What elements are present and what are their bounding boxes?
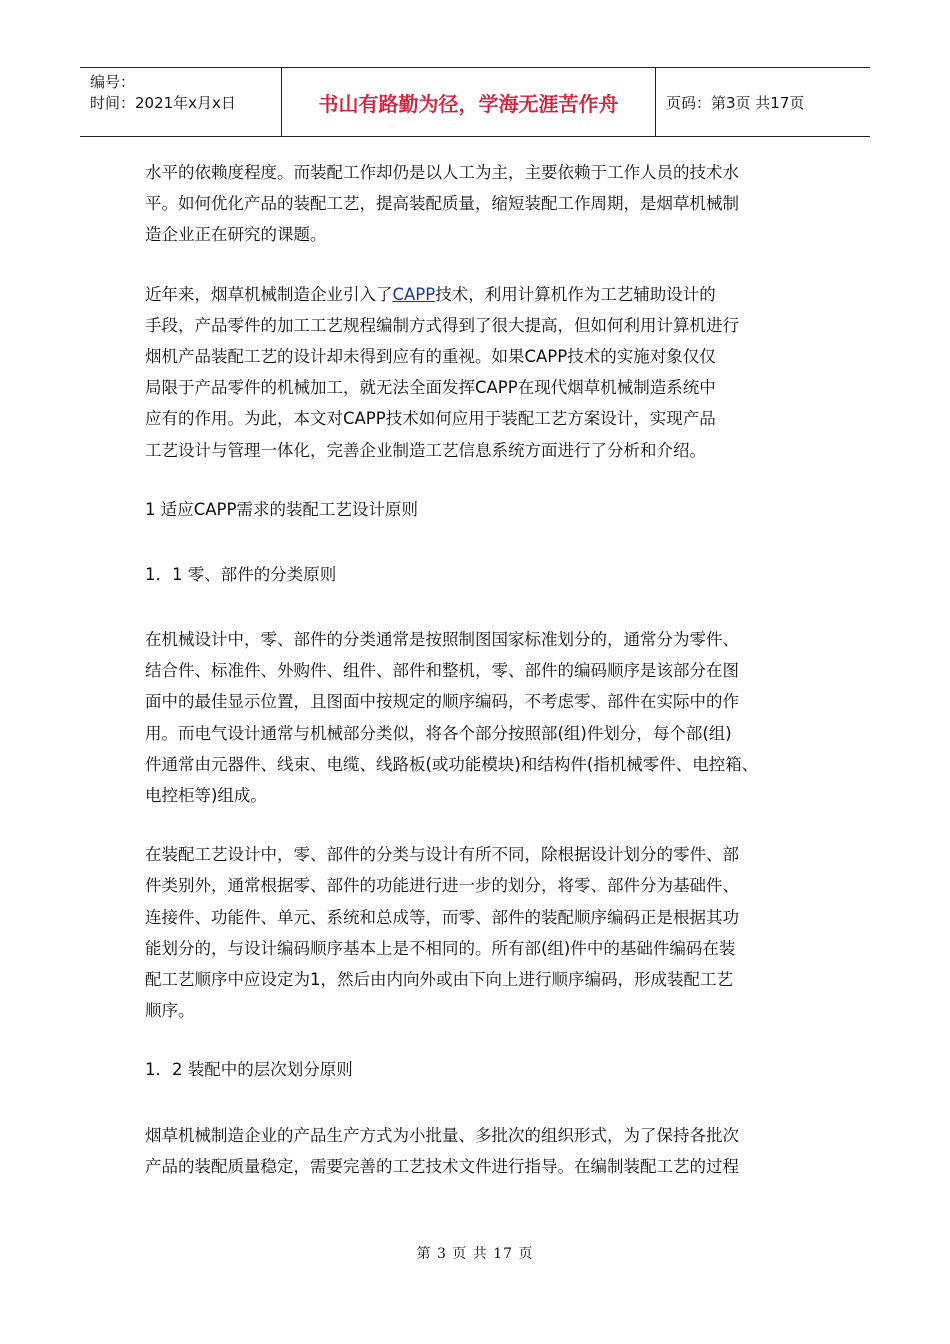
text-line: 结合件、标准件、外购件、组件、部件和整机，零、部件的编码顺序是该部分在图 xyxy=(145,661,739,681)
text-line: 面中的最佳显示位置，且图面中按规定的顺序编码，不考虑零、部件在实际中的作 xyxy=(145,692,739,712)
paragraph-5 xyxy=(145,1120,815,1182)
text-line: 在机械设计中，零、部件的分类通常是按照制图国家标准划分的，通常分为零件、 xyxy=(145,630,739,650)
text-line: 件通常由元器件、线束、电缆、线路板(或功能模块)和结构件(指机械零件、电控箱、 xyxy=(145,754,759,774)
paragraph-4 xyxy=(145,839,815,1026)
text-line: 造企业正在研究的课题。 xyxy=(145,225,327,245)
header-motto: 书山有路勤为径，学海无涯苦作舟 xyxy=(282,68,656,136)
paragraph-1 xyxy=(145,157,815,251)
text-line: 电控柜等)组成。 xyxy=(145,786,267,805)
capp-link[interactable]: CAPP xyxy=(392,284,436,304)
heading-text: 1．1 零、部件的分类原则 xyxy=(145,564,337,584)
text-line: 平。如何优化产品的装配工艺，提高装配质量，缩短装配工作周期，是烟草机械制 xyxy=(145,194,739,214)
heading-text: 1 适应CAPP需求的装配工艺设计原则 xyxy=(145,499,418,519)
section-heading-1-1 xyxy=(145,559,815,590)
text-line: 烟机产品装配工艺的设计却未得到应有的重视。如果CAPP技术的实施对象仅仅 xyxy=(145,346,716,366)
text-line: 用。而电气设计通常与机械部分类似，将各个部分按照部(组)件划分，每个部(组) xyxy=(145,723,732,743)
document-date: 时间：2021年x月x日 xyxy=(90,94,236,112)
text-line: 在装配工艺设计中，零、部件的分类与设计有所不同，除根据设计划分的零件、部 xyxy=(145,845,739,865)
text-span: 近年来，烟草机械制造企业引入了 xyxy=(145,284,393,304)
text-line: 水平的依赖度程度。而装配工作却仍是以人工为主，主要依赖于工作人员的技术水 xyxy=(145,163,739,182)
heading-text: 1．2 装配中的层次划分原则 xyxy=(145,1060,353,1080)
text-line: 应有的作用。为此，本文对CAPP技术如何应用于装配工艺方案设计，实现产品 xyxy=(145,409,716,429)
text-line: 工艺设计与管理一体化，完善企业制造工艺信息系统方面进行了分析和介绍。 xyxy=(145,440,706,460)
text-line: 配工艺顺序中应设定为1，然后由内向外或由下向上进行顺序编码，形成装配工艺 xyxy=(145,969,733,989)
text-line: 顺序。 xyxy=(145,1001,195,1021)
text-line: 烟草机械制造企业的产品生产方式为小批量、多批次的组织形式，为了保持各批次 xyxy=(145,1125,739,1145)
text-line: 连接件、功能件、单元、系统和总成等，而零、部件的装配顺序编码正是根据其功 xyxy=(145,907,739,927)
text-line: 手段，产品零件的加工工艺规程编制方式得到了很大提高，但如何利用计算机进行 xyxy=(145,315,739,335)
header-meta xyxy=(80,68,282,136)
header-page-label: 页码：第3页 共17页 xyxy=(666,93,805,112)
text-line: 能划分的，与设计编码顺序基本上是不相同的。所有部(组)件中的基础件编码在装 xyxy=(145,938,736,958)
text-span: 技术，利用计算机作为工艺辅助设计的 xyxy=(435,284,716,304)
page-footer: 第 3 页 共 17 页 xyxy=(416,1246,534,1262)
section-heading-1 xyxy=(145,494,815,525)
document-body xyxy=(145,157,815,1210)
text-line: 产品的装配质量稳定，需要完善的工艺技术文件进行指导。在编制装配工艺的过程 xyxy=(145,1156,739,1176)
section-heading-1-2 xyxy=(145,1054,815,1085)
document-number-label: 编号： xyxy=(90,73,136,91)
page-header xyxy=(80,67,870,137)
text-line: 件类别外，通常根据零、部件的功能进行进一步的划分，将零、部件分为基础件、 xyxy=(145,876,739,896)
text-line: 局限于产品零件的机械加工，就无法全面发挥CAPP在现代烟草机械制造系统中 xyxy=(145,378,716,398)
text-line xyxy=(145,279,815,310)
paragraph-3 xyxy=(145,624,815,811)
paragraph-2 xyxy=(145,279,815,466)
